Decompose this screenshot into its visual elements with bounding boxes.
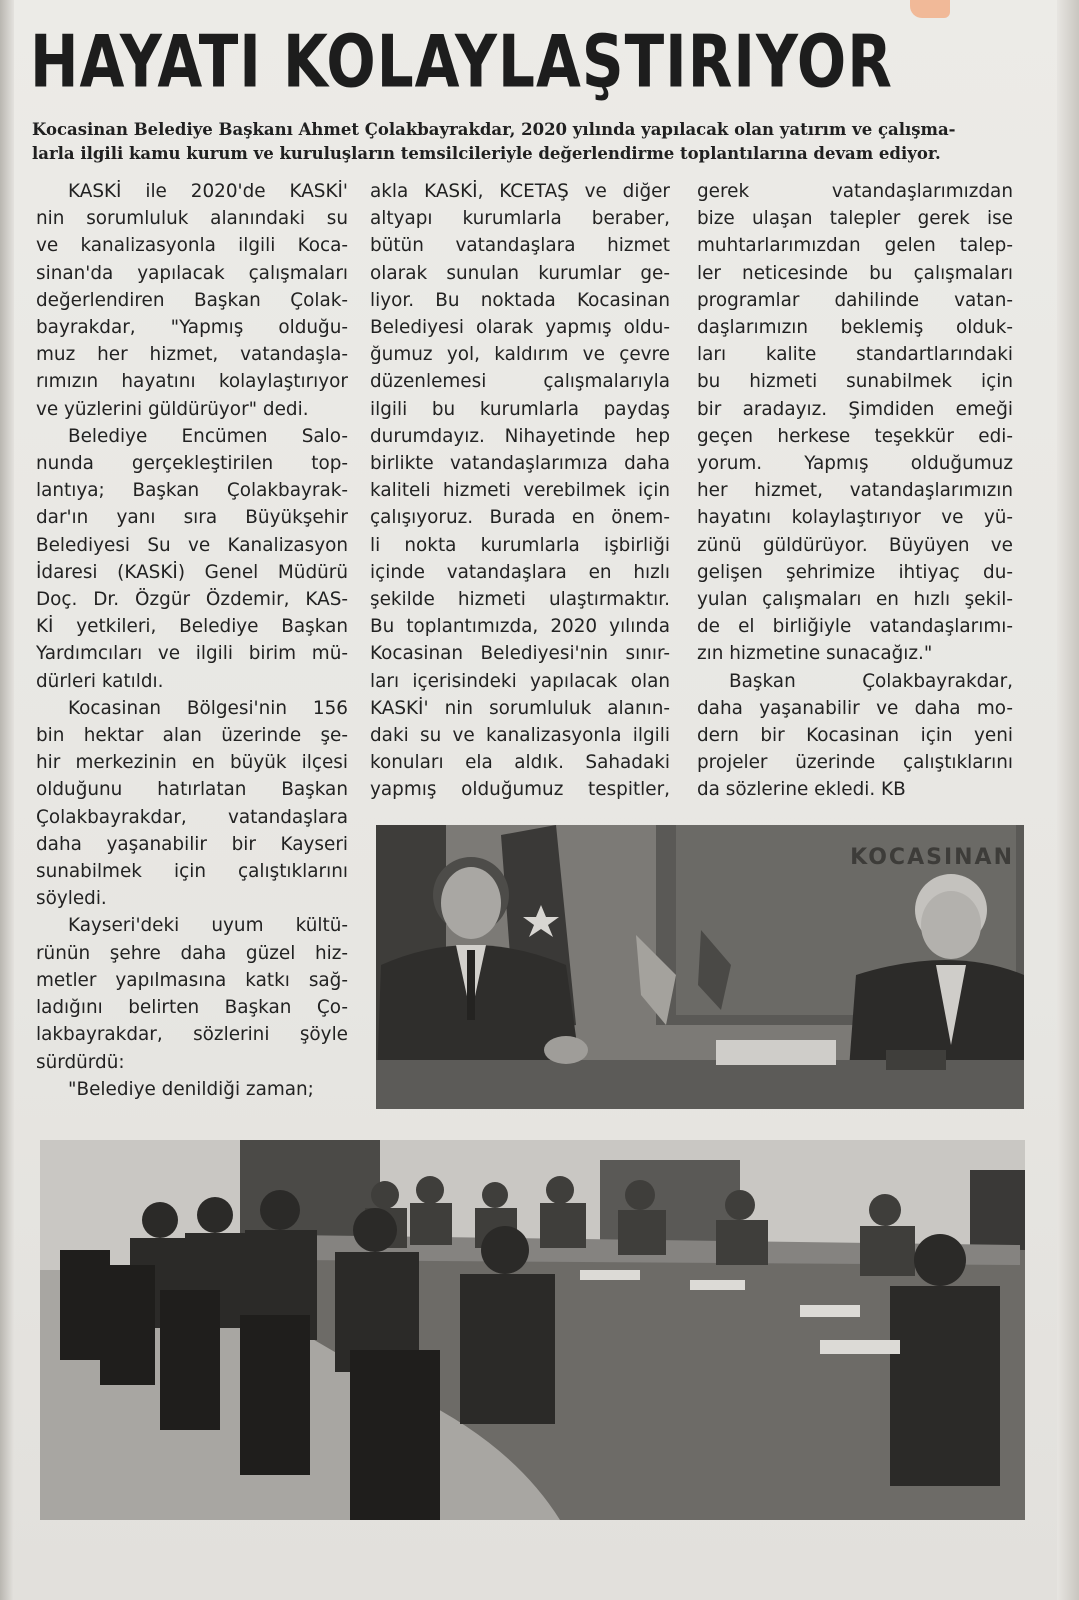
text-line: dar'ın yanı sıra Büyükşehir	[36, 507, 348, 529]
text-line: Kayseri'deki uyum kültü-	[68, 915, 348, 937]
text-line: yorum. Yapmış olduğumuz	[697, 453, 1013, 475]
text-line: ve kanalizasyonla ilgili Koca-	[36, 235, 348, 257]
text-line: akla KASKİ, KCETAŞ ve diğer	[370, 181, 670, 202]
kocasinan-wall-sign: KOCASINAN	[850, 845, 1014, 870]
text-line: geçen herkese teşekkür edi-	[697, 425, 1013, 447]
text-line: Kocasinan Bölgesi'nin 156	[68, 697, 348, 719]
text-line: bu hizmeti sunabilmek için	[697, 371, 1013, 393]
text-line: Başkan Çolakbayrakdar,	[729, 670, 1013, 692]
text-line: bir aradayız. Şimdiden emeği	[697, 398, 1013, 420]
text-line: programlar dahilinde vatan-	[697, 289, 1013, 311]
text-line: her hizmet, vatandaşlarımızın	[697, 480, 1013, 502]
photo-officials-desk	[376, 825, 1024, 1109]
text-column-3	[697, 178, 1013, 804]
text-line: sürdürdü:	[36, 1051, 125, 1073]
text-line: bütün vatandaşlara hizmet	[370, 235, 670, 257]
text-line: daha yaşanabilir ve daha mo-	[697, 697, 1013, 719]
photo-meeting-illustration	[40, 1140, 1025, 1520]
text-line: konuları ela aldık. Sahadaki	[370, 752, 670, 774]
text-line: bin hektar alan üzerinde şe-	[36, 725, 348, 747]
text-line: rımızın hayatını kolaylaştırıyor	[36, 371, 348, 393]
text-line: olarak sunulan kurumlar ge-	[370, 262, 670, 284]
text-line: nunda gerçekleştirilen top-	[36, 453, 348, 475]
text-line: Bu toplantımızda, 2020 yılında	[370, 616, 670, 638]
subhead-line: larla ilgili kamu kurum ve kuruluşların temsilcileriyle değerlendirme toplantılarına devam ediyor.	[32, 144, 941, 163]
text-line: lantıya; Başkan Çolakbayrak-	[36, 480, 348, 502]
text-line: altyapı kurumlarla beraber,	[370, 208, 670, 230]
text-line: Belediyesi Su ve Kanalizasyon	[36, 534, 348, 556]
text-line: li nokta kurumlarla işbirliği	[370, 534, 670, 556]
text-line: Belediyesi olarak yapmış oldu-	[370, 317, 670, 339]
text-line: olduğunu hatırlatan Başkan	[36, 779, 348, 801]
text-line: ları kalite standartlarındaki	[697, 344, 1013, 366]
text-line: dern bir Kocasinan için yeni	[697, 725, 1013, 747]
text-line: Belediye Encümen Salo-	[68, 425, 348, 447]
text-line: gerek vatandaşlarımızdan	[697, 181, 1013, 202]
text-line: Kİ yetkileri, Belediye Başkan	[36, 616, 348, 638]
text-line: nin sorumluluk alanındaki su	[36, 208, 348, 230]
text-line: daha yaşanabilir bir Kayseri	[36, 833, 348, 855]
text-line: zın hizmetine sunacağız."	[697, 643, 933, 665]
text-line: değerlendiren Başkan Çolak-	[36, 289, 348, 311]
article-subhead	[32, 118, 1017, 166]
text-line: hayatını kolaylaştırıyor ve yü-	[697, 507, 1013, 529]
text-line: dürleri katıldı.	[36, 670, 164, 692]
sticky-note-corner	[910, 0, 950, 18]
text-line: Yardımcıları ve ilgili birim mü-	[36, 643, 348, 665]
page-right-edge	[1057, 0, 1079, 1600]
text-line: zünü güldürüyor. Büyüyen ve	[697, 534, 1013, 556]
text-line: sunabilmek için çalıştıklarını	[36, 861, 348, 883]
text-line: daki su ve kanalizasyonla ilgili	[370, 725, 670, 747]
text-line: "Belediye denildiği zaman;	[68, 1078, 314, 1100]
text-line: KASKİ ile 2020'de KASKİ'	[68, 181, 348, 202]
text-line: gelişen şehrimize ihtiyaç du-	[697, 561, 1013, 583]
text-column-1	[36, 178, 348, 1103]
text-line: Çolakbayrakdar, vatandaşlara	[36, 806, 348, 828]
text-line: düzenlemesi çalışmalarıyla	[370, 371, 670, 393]
text-line: çalışıyoruz. Burada en önem-	[370, 507, 670, 529]
text-line: ladığını belirten Başkan Ço-	[36, 997, 348, 1019]
text-column-2	[370, 178, 670, 804]
text-line: daşlarımızın beklemiş olduk-	[697, 317, 1013, 339]
photo-meeting-room	[40, 1140, 1025, 1520]
text-line: ğumuz yol, kaldırım ve çevre	[370, 344, 670, 366]
text-line: kaliteli hizmeti verebilmek için	[370, 480, 670, 502]
text-line: de el birliğiyle vatandaşlarımı-	[697, 616, 1013, 638]
text-line: ler neticesinde bu çalışmaları	[697, 262, 1013, 284]
text-line: ilgili bu kurumlarla paydaş	[370, 398, 670, 420]
text-line: projeler üzerinde çalıştıklarını	[697, 752, 1013, 774]
text-line: sinan'da yapılacak çalışmaları	[36, 262, 348, 284]
article-headline: HAYATI KOLAYLAŞTIRIYOR	[30, 18, 893, 104]
text-line: muz her hizmet, vatandaşla-	[36, 344, 348, 366]
text-line: metler yapılmasına katkı sağ-	[36, 969, 348, 991]
text-line: ve yüzlerini güldürüyor" dedi.	[36, 398, 309, 420]
text-line: bize ulaşan talepler gerek ise	[697, 208, 1013, 230]
text-line: liyor. Bu noktada Kocasinan	[370, 289, 670, 311]
text-line: söyledi.	[36, 888, 107, 910]
text-line: şekilde hizmeti ulaştırmaktır.	[370, 589, 670, 611]
text-line: da sözlerine ekledi. KB	[697, 779, 906, 801]
text-line: KASKİ' nin sorumluluk alanın-	[370, 697, 670, 719]
text-line: hir merkezinin en büyük ilçesi	[36, 752, 348, 774]
text-line: ları içerisindeki yapılacak olan	[370, 670, 670, 692]
text-line: birlikte vatandaşlarımıza daha	[370, 453, 670, 475]
text-line: rünün şehre daha güzel hiz-	[36, 942, 348, 964]
subhead-line: Kocasinan Belediye Başkanı Ahmet Çolakbayrakdar, 2020 yılında yapılacak olan yatırım ve çalışma-	[32, 120, 956, 139]
text-line: muhtarlarımızdan gelen talep-	[697, 235, 1013, 257]
text-line: yapmış olduğumuz tespitler,	[370, 779, 670, 801]
text-line: bayrakdar, "Yapmış olduğu-	[36, 317, 348, 339]
text-line: İdaresi (KASKİ) Genel Müdürü	[36, 561, 348, 583]
text-line: Kocasinan Belediyesi'nin sınır-	[370, 643, 670, 665]
text-line: içinde vatandaşlara en hızlı	[370, 561, 670, 583]
text-line: Doç. Dr. Özgür Özdemir, KAS-	[36, 589, 348, 611]
page-left-edge	[0, 0, 14, 1600]
text-line: yulan çalışmaları en hızlı şekil-	[697, 589, 1013, 611]
text-line: durumdayız. Nihayetinde hep	[370, 425, 670, 447]
text-line: lakbayrakdar, sözlerini şöyle	[36, 1024, 348, 1046]
